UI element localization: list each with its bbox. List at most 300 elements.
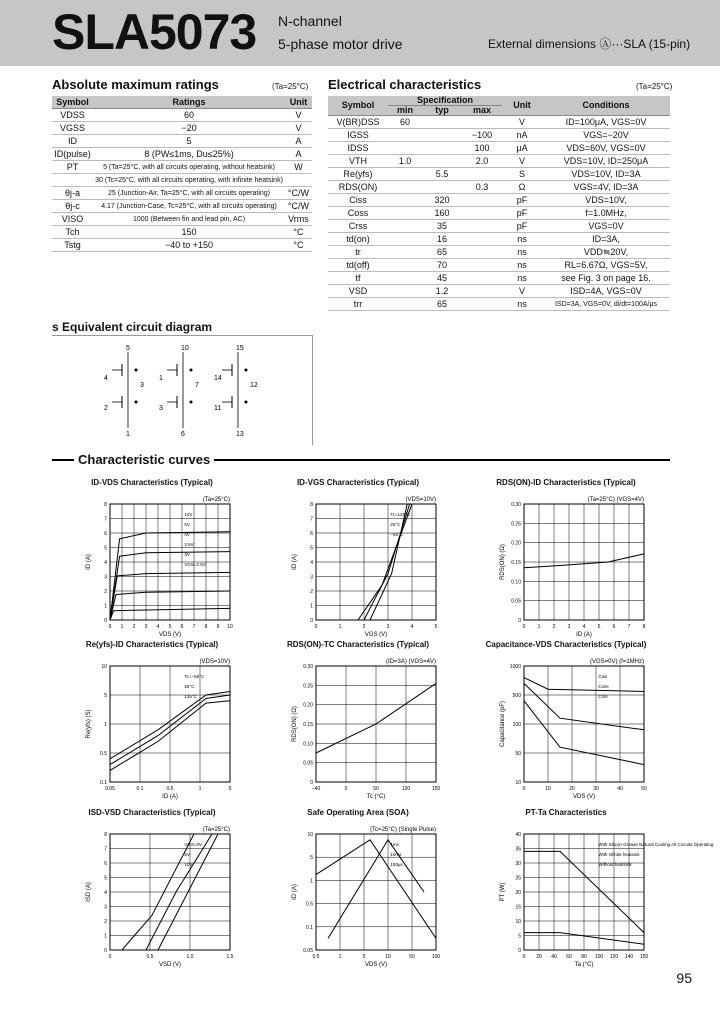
chart-curve xyxy=(524,701,644,765)
chart-xtick: 150 xyxy=(431,786,441,792)
chart-ytick: 30 xyxy=(515,861,521,867)
amr-cell: PT xyxy=(52,161,93,174)
eq-node xyxy=(245,401,248,404)
ec-cell xyxy=(388,285,422,298)
amr-cell: W xyxy=(285,161,312,174)
eq-node xyxy=(190,369,193,372)
chart-xtick: 4 xyxy=(156,624,160,630)
ec-cell: 2.0 xyxy=(462,155,502,168)
eq-pin-left: 14 xyxy=(214,375,222,382)
chart-ytick: 2 xyxy=(104,589,107,595)
chart-xtick: 8 xyxy=(642,624,646,630)
chart-curve-label: 25°C xyxy=(390,522,401,527)
ec-cell: tr xyxy=(328,246,388,259)
amr-row xyxy=(52,174,312,187)
chart-curve-label: −55°C xyxy=(390,532,404,537)
chart-xlabel: VGS (V) xyxy=(364,632,388,638)
chart-xtick: 6 xyxy=(180,624,184,630)
chart-8 xyxy=(466,818,714,968)
ec-cell: ns xyxy=(502,246,542,259)
chart-xlabel: Ta (°C) xyxy=(574,962,594,968)
ec-cell: 16 xyxy=(422,233,462,246)
ec-cell: VDD≒20V, xyxy=(542,246,670,259)
chart-ytick: 0 xyxy=(310,618,313,624)
eq-divider-vertical xyxy=(312,335,313,445)
ec-cell xyxy=(462,194,502,207)
ec-head-min: min xyxy=(388,106,422,116)
chart-xtick: 10 xyxy=(227,624,233,630)
ec-cell xyxy=(388,194,422,207)
chart-title: Safe Operating Area (SOA) xyxy=(307,808,409,817)
eq-pin-bottom: 6 xyxy=(181,431,185,438)
chart-xtick: 10 xyxy=(545,786,551,792)
ec-row xyxy=(328,142,670,155)
chart-curve-label: 1ms xyxy=(390,842,399,847)
chart-ylabel: ID (A) xyxy=(292,884,298,900)
chart-ytick: 7 xyxy=(310,516,313,523)
chart-xtick: −40 xyxy=(311,786,321,792)
eq-pin-bottom: 13 xyxy=(236,431,244,438)
chart-ytick: 1 xyxy=(310,603,313,610)
chart-ytick: 35 xyxy=(515,846,521,853)
chart-xtick: 80 xyxy=(581,954,587,960)
chart-curve-label: VGS=2.5V xyxy=(184,562,206,567)
ec-cell: Ω xyxy=(502,181,542,194)
chart-frame xyxy=(316,834,436,950)
chart-ytick: 0.20 xyxy=(303,702,313,709)
chart-title: ID-VDS Characteristics (Typical) xyxy=(91,478,213,487)
chart-xtick: 20 xyxy=(569,786,575,792)
chart-ytick: 10 xyxy=(307,832,313,838)
ec-cell: RDS(ON) xyxy=(328,181,388,194)
chart-xtick: 120 xyxy=(609,954,619,960)
chart-ytick: 40 xyxy=(515,832,521,838)
eq-node xyxy=(135,401,138,404)
amr-cell: °C/W xyxy=(285,200,312,213)
chart-xtick: 2 xyxy=(132,624,136,630)
chart-curve-label: 4V xyxy=(184,532,190,537)
ec-head-typ: typ xyxy=(422,106,462,116)
chart-ytick: 5 xyxy=(104,875,107,882)
chart-xtick: 0 xyxy=(108,624,112,630)
amr-cell: ID xyxy=(52,135,93,148)
amr-row xyxy=(52,187,312,200)
ec-cell: V xyxy=(502,116,542,129)
chart-xtick: 20 xyxy=(536,954,542,960)
chart-title: PT-Ta Characteristics xyxy=(525,808,607,817)
chart-xtick: 8 xyxy=(204,624,208,630)
chart-curve-label: Without heatsink xyxy=(598,862,632,867)
chart-4 xyxy=(258,650,458,800)
chart-ytick: 15 xyxy=(515,904,521,911)
ec-cell xyxy=(422,116,462,129)
chart-xtick: 1 xyxy=(198,786,202,792)
amr-cell: −40 to +150 xyxy=(93,239,285,252)
chart-ytick: 0.15 xyxy=(303,722,313,728)
chart-xtick: 1.5 xyxy=(226,954,234,960)
ec-cell: ISD=3A, VGS=0V, di/dt=100A/μs xyxy=(542,298,670,311)
chart-xtick: 100 xyxy=(594,954,604,960)
ec-cell: IGSS xyxy=(328,129,388,142)
ec-cell xyxy=(462,116,502,129)
chart-ytick: 8 xyxy=(310,502,313,508)
ec-cell: VDS=10V, xyxy=(542,194,670,207)
ec-cell: 65 xyxy=(422,298,462,311)
amr-cell: 8 (PW≤1ms, Du≤25%) xyxy=(93,148,285,161)
chart-curve-label: With infinite heatsink xyxy=(598,852,640,857)
ec-cell: 45 xyxy=(422,272,462,285)
amr-condition: (Ta=25°C) xyxy=(272,82,309,91)
chart-xtick: 30 xyxy=(593,786,599,792)
chart-curve xyxy=(328,840,424,939)
chart-ytick: 0.05 xyxy=(303,760,313,767)
chart-xtick: 7 xyxy=(627,624,631,630)
eq-pin-right: 7 xyxy=(195,382,199,389)
chart-xtick: 100 xyxy=(431,954,441,960)
eq-title-text: Equivalent circuit diagram xyxy=(62,320,213,334)
chart-ytick: 2 xyxy=(310,589,313,595)
chart-xtick: 0.5 xyxy=(146,954,154,960)
chart-ytick: 50 xyxy=(515,751,521,757)
eq-pin-right: 12 xyxy=(250,382,258,389)
amr-cell: 60 xyxy=(93,109,285,122)
chart-ylabel: ISD (A) xyxy=(86,882,92,902)
ec-table xyxy=(328,96,670,311)
chart-ytick: 3 xyxy=(104,574,107,581)
eq-pin-left: 2 xyxy=(104,405,108,412)
ec-cell xyxy=(388,272,422,285)
chart-ytick: 0.30 xyxy=(511,502,521,508)
chart-ytick: 1 xyxy=(104,603,107,610)
eq-pin-right: 3 xyxy=(140,382,144,389)
ec-cell xyxy=(462,259,502,272)
chart-xlabel: Tc (°C) xyxy=(366,794,386,800)
eq-pin-top: 5 xyxy=(126,345,130,352)
chart-xtick: 0 xyxy=(522,786,526,792)
ec-head-symbol: Symbol xyxy=(328,96,388,116)
ec-cell: ID=3A, xyxy=(542,233,670,246)
ec-condition: (Ta=25°C) xyxy=(636,82,673,91)
ec-cell xyxy=(462,233,502,246)
ec-cell xyxy=(462,246,502,259)
ec-row xyxy=(328,298,670,311)
ec-cell: 35 xyxy=(422,220,462,233)
external-dimensions-label: External dimensions Ⓐ···SLA (15-pin) xyxy=(488,37,691,51)
amr-cell: °C xyxy=(285,226,312,239)
equivalent-circuit-diagram xyxy=(90,340,290,440)
amr-cell: Vrms xyxy=(285,213,312,226)
chart-ytick: 0 xyxy=(104,618,107,624)
chart-xtick: 0.05 xyxy=(105,786,115,792)
amr-cell: θj-a xyxy=(52,187,93,200)
chart-ylabel: ID (A) xyxy=(292,554,298,570)
ec-cell: 1.2 xyxy=(422,285,462,298)
chart-ytick: 6 xyxy=(104,861,107,867)
chart-xtick: 2 xyxy=(552,624,556,630)
ec-cell: RL=6.67Ω, VGS=5V, xyxy=(542,259,670,272)
chart-condition: (Ta=25°C) xyxy=(202,497,230,503)
chart-xtick: 140 xyxy=(624,954,634,960)
chart-1 xyxy=(258,488,458,638)
amr-cell: Tch xyxy=(52,226,93,239)
amr-cell: 25 (Junction-Air, Ta=25°C, with all circuits operating) xyxy=(93,187,285,200)
chart-curve-label: 100μs xyxy=(390,862,403,867)
chart-xtick: 3 xyxy=(567,624,571,630)
chart-ytick: 4 xyxy=(104,560,107,566)
chart-ytick: 4 xyxy=(104,890,107,896)
chart-ytick: 0 xyxy=(518,618,521,624)
chart-ytick: 0 xyxy=(518,948,521,954)
amr-cell: VDSS xyxy=(52,109,93,122)
ec-cell: see Fig. 3 on page 16. xyxy=(542,272,670,285)
chart-ytick: 6 xyxy=(310,531,313,537)
ec-cell: pF xyxy=(502,207,542,220)
eq-divider xyxy=(52,335,312,336)
chart-curve xyxy=(316,840,436,939)
ec-cell: 160 xyxy=(422,207,462,220)
ec-cell xyxy=(462,272,502,285)
amr-cell: 5 xyxy=(93,135,285,148)
amr-cell: 1000 (Between fin and lead pin, AC) xyxy=(93,213,285,226)
chart-ytick: 0.05 xyxy=(303,948,313,954)
ec-cell xyxy=(388,168,422,181)
ec-cell xyxy=(388,207,422,220)
ec-row xyxy=(328,285,670,298)
ec-cell xyxy=(462,298,502,311)
chart-7 xyxy=(258,818,458,968)
chart-xtick: 0 xyxy=(344,786,348,792)
eq-pin-left: 3 xyxy=(159,405,163,412)
amr-cell: V xyxy=(285,122,312,135)
chart-xtick: 6 xyxy=(612,624,616,630)
ec-row xyxy=(328,181,670,194)
ec-cell: td(on) xyxy=(328,233,388,246)
chart-curve-label: Tc=125°C xyxy=(390,512,411,517)
chart-xtick: 1.0 xyxy=(186,954,194,960)
chart-ytick: 0.5 xyxy=(100,751,107,757)
chart-condition: (Ta=25°C) (VGS=4V) xyxy=(587,497,644,503)
chart-ytick: 5 xyxy=(104,545,107,552)
ec-cell xyxy=(422,155,462,168)
chart-curve-label: VGS=0V xyxy=(184,842,203,847)
chart-curve-label: With Silicon Grease Natural Cooling All Circuits Operating xyxy=(598,842,714,847)
ec-row xyxy=(328,129,670,142)
eq-node xyxy=(190,401,193,404)
chart-curve-label: 5V xyxy=(184,522,190,527)
chart-curve-label: 10ms xyxy=(390,852,402,857)
chart-curve xyxy=(524,678,644,692)
ec-cell xyxy=(388,181,422,194)
chart-ytick: 5 xyxy=(104,693,107,699)
ec-head-conditions: Conditions xyxy=(542,96,670,116)
chart-condition: (VGS=0V) (f=1MHz) xyxy=(589,659,644,665)
chart-ytick: 0.15 xyxy=(511,560,521,566)
ec-cell: V xyxy=(502,155,542,168)
ec-row xyxy=(328,233,670,246)
chart-xlabel: VSD (V) xyxy=(158,962,182,968)
chart-xtick: 1 xyxy=(537,624,541,630)
ec-cell: ISD=4A, VGS=0V xyxy=(542,285,670,298)
ec-cell xyxy=(462,220,502,233)
chart-title: ID-VGS Characteristics (Typical) xyxy=(296,478,420,487)
chart-ytick: 0.25 xyxy=(303,683,313,690)
chart-xtick: 2 xyxy=(362,624,366,630)
amr-cell: 30 (Tc=25°C, with all circuits operating, with infinite heatsink) xyxy=(93,174,285,187)
ec-cell xyxy=(388,220,422,233)
amr-row xyxy=(52,161,312,174)
chart-ylabel: Capacitance (pF) xyxy=(500,700,506,748)
chart-curve-label: 125°C xyxy=(184,694,197,699)
ec-cell: ns xyxy=(502,259,542,272)
ec-row xyxy=(328,194,670,207)
chart-curve-label: 5V xyxy=(184,852,190,857)
chart-xlabel: VDS (V) xyxy=(572,794,596,800)
chart-xtick: 50 xyxy=(409,954,415,960)
ec-row xyxy=(328,220,670,233)
chart-xtick: 40 xyxy=(551,954,557,960)
chart-title: Re(yfs)-ID Characteristics (Typical) xyxy=(85,640,219,649)
amr-cell xyxy=(52,174,93,187)
eq-pin-left: 4 xyxy=(104,375,108,382)
chart-xtick: 4 xyxy=(582,624,586,630)
ec-cell xyxy=(462,168,502,181)
amr-head-ratings: Ratings xyxy=(93,96,285,109)
amr-cell: 150 xyxy=(93,226,285,239)
ec-cell: −100 xyxy=(462,129,502,142)
chart-xtick: 0 xyxy=(314,624,318,630)
ec-cell: 60 xyxy=(388,116,422,129)
chart-ytick: 8 xyxy=(104,502,107,508)
chart-0 xyxy=(52,488,252,638)
ec-cell: 65 xyxy=(422,246,462,259)
ec-cell: trr xyxy=(328,298,388,311)
chart-ytick: 3 xyxy=(104,904,107,911)
chart-xtick: 0.1 xyxy=(136,786,144,792)
chart-ytick: 0 xyxy=(104,948,107,954)
amr-row xyxy=(52,135,312,148)
chart-ytick: 10 xyxy=(515,919,521,925)
chart-xtick: 10 xyxy=(385,954,391,960)
ec-row xyxy=(328,246,670,259)
amr-row xyxy=(52,148,312,161)
amr-cell: −20 xyxy=(93,122,285,135)
chart-xlabel: VDS (V) xyxy=(158,632,182,638)
chart-curve-label: 3.5V xyxy=(184,542,194,547)
ec-cell xyxy=(388,233,422,246)
ec-cell: V xyxy=(502,285,542,298)
chart-xtick: 1 xyxy=(338,624,342,630)
ec-cell xyxy=(388,298,422,311)
eq-pin-left: 1 xyxy=(159,375,163,382)
chart-xtick: 0 xyxy=(522,954,526,960)
chart-ytick: 500 xyxy=(512,693,521,699)
ec-cell: 70 xyxy=(422,259,462,272)
chart-xlabel: ID (A) xyxy=(576,632,592,638)
chart-ytick: 1 xyxy=(104,933,107,940)
ec-cell: 100 xyxy=(462,142,502,155)
ec-cell: VTH xyxy=(328,155,388,168)
chart-ytick: 100 xyxy=(512,722,521,728)
chart-xtick: 0 xyxy=(522,624,526,630)
chart-xtick: 100 xyxy=(401,786,411,792)
ec-cell: VGS=−20V xyxy=(542,129,670,142)
chart-ytick: 0.30 xyxy=(303,664,313,670)
chart-ytick: 7 xyxy=(104,846,107,853)
amr-cell xyxy=(285,174,312,187)
ec-cell: ns xyxy=(502,233,542,246)
eq-node xyxy=(135,369,138,372)
chart-curve-label: Crss xyxy=(598,694,608,699)
page-number: 95 xyxy=(676,970,692,986)
chart-xtick: 0.5 xyxy=(166,786,174,792)
ec-cell: ns xyxy=(502,298,542,311)
chart-ylabel: ID (A) xyxy=(86,554,92,570)
ec-row xyxy=(328,155,670,168)
ec-cell: 320 xyxy=(422,194,462,207)
chart-ytick: 25 xyxy=(515,875,521,882)
ec-cell: VDS=60V, VGS=0V xyxy=(542,142,670,155)
chart-ytick: 5 xyxy=(310,855,313,862)
ec-cell: Crss xyxy=(328,220,388,233)
subtitle-channel: N-channel xyxy=(278,13,342,29)
amr-cell: °C/W xyxy=(285,187,312,200)
ec-row xyxy=(328,168,670,181)
ec-title: Electrical characteristics xyxy=(328,77,482,92)
ec-cell: Re(yfs) xyxy=(328,168,388,181)
chart-xlabel: ID (A) xyxy=(162,794,178,800)
ec-cell: VGS=0V xyxy=(542,220,670,233)
ec-row xyxy=(328,259,670,272)
chart-ylabel: RDS(ON) (Ω) xyxy=(500,544,506,580)
ec-cell xyxy=(462,207,502,220)
ec-cell xyxy=(422,142,462,155)
ec-head-spec: Specification xyxy=(388,96,502,106)
ec-cell xyxy=(388,259,422,272)
chart-xlabel: VDS (V) xyxy=(364,962,388,968)
amr-row xyxy=(52,213,312,226)
chart-curve-label: 3V xyxy=(184,552,190,557)
ec-cell xyxy=(422,181,462,194)
ec-cell: ID=100μA, VGS=0V xyxy=(542,116,670,129)
ec-row xyxy=(328,272,670,285)
chart-title: RDS(ON)-TC Characteristics (Typical) xyxy=(286,640,430,649)
ec-cell: f=1.0MHz, xyxy=(542,207,670,220)
chart-xtick: 9 xyxy=(216,624,220,630)
chart-ytick: 0.10 xyxy=(511,579,521,586)
chart-ytick: 2 xyxy=(104,919,107,925)
eq-node xyxy=(245,369,248,372)
chart-xtick: 60 xyxy=(566,954,572,960)
chart-ylabel: PT (W) xyxy=(500,882,506,902)
chart-ytick: 0.10 xyxy=(303,741,313,748)
chart-ytick: 4 xyxy=(310,560,313,566)
chart-xtick: 5 xyxy=(228,786,232,792)
ec-head-unit: Unit xyxy=(502,96,542,116)
ec-cell: tf xyxy=(328,272,388,285)
amr-cell: Tstg xyxy=(52,239,93,252)
ec-cell xyxy=(388,246,422,259)
chart-title: ISD-VSD Characteristics (Typical) xyxy=(88,808,216,817)
ec-cell: 0.3 xyxy=(462,181,502,194)
chart-ylabel: RDS(ON) (Ω) xyxy=(292,706,298,742)
part-number: SLA5073 xyxy=(52,4,257,60)
ec-cell: VDS=10V, ID=250μA xyxy=(542,155,670,168)
chart-xtick: 7 xyxy=(192,624,196,630)
chart-xtick: 50 xyxy=(373,786,379,792)
ec-row xyxy=(328,207,670,220)
ec-cell: μA xyxy=(502,142,542,155)
amr-head-unit: Unit xyxy=(285,96,312,109)
